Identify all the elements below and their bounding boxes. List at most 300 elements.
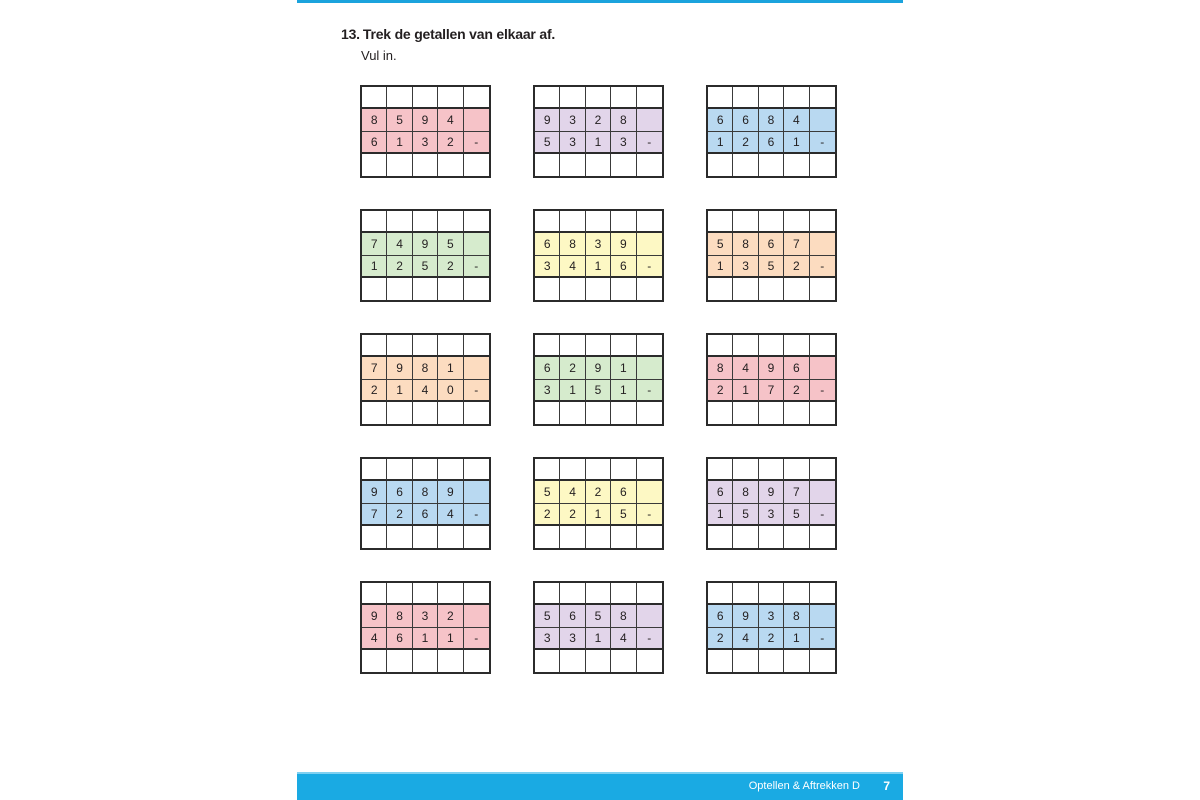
minuend-digit: 9 xyxy=(362,605,387,627)
minuend-digit: 9 xyxy=(362,481,387,503)
carry-cell[interactable] xyxy=(759,583,784,605)
answer-cell[interactable] xyxy=(560,278,585,300)
minuend-digit: 2 xyxy=(438,605,463,627)
minuend-digit: 9 xyxy=(413,109,438,131)
empty-cell xyxy=(810,605,835,627)
subtrahend-digit: 3 xyxy=(413,132,438,154)
carry-cell[interactable] xyxy=(413,87,438,109)
carry-cell[interactable] xyxy=(413,335,438,357)
carry-cell[interactable] xyxy=(784,211,809,233)
answer-cell[interactable] xyxy=(611,402,636,424)
carry-cell[interactable] xyxy=(560,211,585,233)
subtraction-grid xyxy=(706,333,837,426)
carry-cell[interactable] xyxy=(784,87,809,109)
carry-cell[interactable] xyxy=(464,583,489,605)
empty-cell xyxy=(464,357,489,379)
carry-cell[interactable] xyxy=(637,335,662,357)
subtrahend-digit: 2 xyxy=(438,256,463,278)
answer-cell[interactable] xyxy=(438,154,463,176)
answer-cell[interactable] xyxy=(708,154,733,176)
minuend-digit: 9 xyxy=(733,605,758,627)
carry-cell[interactable] xyxy=(413,211,438,233)
answer-cell[interactable] xyxy=(560,154,585,176)
minuend-digit: 6 xyxy=(708,605,733,627)
carry-cell[interactable] xyxy=(733,459,758,481)
answer-cell[interactable] xyxy=(733,154,758,176)
carry-cell[interactable] xyxy=(637,583,662,605)
carry-cell[interactable] xyxy=(637,459,662,481)
answer-cell[interactable] xyxy=(387,278,412,300)
subtrahend-digit: 2 xyxy=(784,256,809,278)
carry-cell[interactable] xyxy=(784,583,809,605)
answer-cell[interactable] xyxy=(560,402,585,424)
answer-cell[interactable] xyxy=(362,154,387,176)
minuend-digit: 2 xyxy=(586,109,611,131)
answer-cell[interactable] xyxy=(464,402,489,424)
answer-cell[interactable] xyxy=(810,278,835,300)
carry-cell[interactable] xyxy=(438,335,463,357)
minuend-digit: 7 xyxy=(362,357,387,379)
empty-cell xyxy=(637,233,662,255)
subtrahend-digit: 6 xyxy=(362,132,387,154)
carry-cell[interactable] xyxy=(387,459,412,481)
subtrahend-digit: 3 xyxy=(759,504,784,526)
subtraction-grid xyxy=(533,209,664,302)
minuend-digit: 8 xyxy=(560,233,585,255)
subtrahend-digit: 2 xyxy=(560,504,585,526)
subtrahend-digit: 2 xyxy=(708,628,733,650)
subtrahend-digit: 5 xyxy=(733,504,758,526)
minus-sign: - xyxy=(810,380,835,402)
subtrahend-digit: 4 xyxy=(611,628,636,650)
carry-cell[interactable] xyxy=(438,583,463,605)
minus-sign: - xyxy=(464,256,489,278)
subtrahend-digit: 3 xyxy=(560,132,585,154)
minus-sign: - xyxy=(464,504,489,526)
carry-cell[interactable] xyxy=(413,583,438,605)
carry-cell[interactable] xyxy=(708,87,733,109)
subtrahend-digit: 5 xyxy=(413,256,438,278)
answer-cell[interactable] xyxy=(611,154,636,176)
carry-cell[interactable] xyxy=(438,87,463,109)
subtrahend-digit: 2 xyxy=(708,380,733,402)
answer-cell[interactable] xyxy=(438,650,463,672)
minuend-digit: 4 xyxy=(560,481,585,503)
carry-cell[interactable] xyxy=(362,583,387,605)
carry-cell[interactable] xyxy=(362,211,387,233)
minuend-digit: 7 xyxy=(784,233,809,255)
answer-cell[interactable] xyxy=(464,154,489,176)
subtrahend-digit: 5 xyxy=(784,504,809,526)
carry-cell[interactable] xyxy=(637,211,662,233)
carry-cell[interactable] xyxy=(362,459,387,481)
answer-cell[interactable] xyxy=(535,526,560,548)
minuend-digit: 2 xyxy=(560,357,585,379)
minuend-digit: 6 xyxy=(759,233,784,255)
minuend-digit: 9 xyxy=(586,357,611,379)
subtrahend-digit: 3 xyxy=(535,628,560,650)
answer-cell[interactable] xyxy=(535,278,560,300)
answer-cell[interactable] xyxy=(535,402,560,424)
subtrahend-digit: 1 xyxy=(586,132,611,154)
answer-cell[interactable] xyxy=(759,154,784,176)
worksheet-page xyxy=(297,0,903,800)
answer-cell[interactable] xyxy=(637,526,662,548)
answer-cell[interactable] xyxy=(413,154,438,176)
subtraction-grid xyxy=(360,457,491,550)
empty-cell xyxy=(464,233,489,255)
carry-cell[interactable] xyxy=(784,335,809,357)
answer-cell[interactable] xyxy=(637,154,662,176)
minuend-digit: 8 xyxy=(708,357,733,379)
carry-cell[interactable] xyxy=(535,335,560,357)
subtrahend-digit: 2 xyxy=(535,504,560,526)
minuend-digit: 8 xyxy=(759,109,784,131)
answer-cell[interactable] xyxy=(413,650,438,672)
carry-cell[interactable] xyxy=(810,583,835,605)
answer-cell[interactable] xyxy=(759,402,784,424)
minuend-digit: 5 xyxy=(535,605,560,627)
subtrahend-digit: 1 xyxy=(733,380,758,402)
minuend-digit: 8 xyxy=(413,481,438,503)
answer-cell[interactable] xyxy=(438,402,463,424)
subtrahend-digit: 7 xyxy=(759,380,784,402)
minuend-digit: 8 xyxy=(413,357,438,379)
answer-cell[interactable] xyxy=(708,402,733,424)
subtrahend-digit: 2 xyxy=(759,628,784,650)
answer-cell[interactable] xyxy=(759,278,784,300)
answer-cell[interactable] xyxy=(784,154,809,176)
subtrahend-digit: 5 xyxy=(759,256,784,278)
carry-cell[interactable] xyxy=(560,87,585,109)
answer-cell[interactable] xyxy=(464,278,489,300)
answer-cell[interactable] xyxy=(586,650,611,672)
minus-sign: - xyxy=(810,628,835,650)
carry-cell[interactable] xyxy=(387,583,412,605)
answer-cell[interactable] xyxy=(810,154,835,176)
subtrahend-digit: 2 xyxy=(387,504,412,526)
minuend-digit: 3 xyxy=(560,109,585,131)
minuend-digit: 1 xyxy=(438,357,463,379)
carry-cell[interactable] xyxy=(708,583,733,605)
answer-cell[interactable] xyxy=(708,650,733,672)
minuend-digit: 2 xyxy=(586,481,611,503)
subtrahend-digit: 1 xyxy=(387,132,412,154)
carry-cell[interactable] xyxy=(586,583,611,605)
carry-cell[interactable] xyxy=(586,459,611,481)
answer-cell[interactable] xyxy=(810,650,835,672)
subtrahend-digit: 1 xyxy=(362,256,387,278)
subtrahend-digit: 3 xyxy=(560,628,585,650)
carry-cell[interactable] xyxy=(708,459,733,481)
answer-cell[interactable] xyxy=(413,402,438,424)
carry-cell[interactable] xyxy=(733,335,758,357)
answer-cell[interactable] xyxy=(464,526,489,548)
subtrahend-digit: 1 xyxy=(784,132,809,154)
answer-cell[interactable] xyxy=(708,278,733,300)
minus-sign: - xyxy=(464,132,489,154)
subtrahend-digit: 3 xyxy=(733,256,758,278)
subtrahend-digit: 1 xyxy=(784,628,809,650)
answer-cell[interactable] xyxy=(438,278,463,300)
subtrahend-digit: 5 xyxy=(586,380,611,402)
carry-cell[interactable] xyxy=(611,335,636,357)
answer-cell[interactable] xyxy=(387,154,412,176)
minuend-digit: 8 xyxy=(784,605,809,627)
subtrahend-digit: 1 xyxy=(387,380,412,402)
subtrahend-digit: 1 xyxy=(708,504,733,526)
minuend-digit: 9 xyxy=(759,357,784,379)
minuend-digit: 9 xyxy=(438,481,463,503)
minus-sign: - xyxy=(464,628,489,650)
subtrahend-digit: 6 xyxy=(387,628,412,650)
minus-sign: - xyxy=(637,380,662,402)
subtrahend-digit: 2 xyxy=(387,256,412,278)
exercise-title-text: Trek de getallen van elkaar af. xyxy=(362,26,556,42)
minuend-digit: 6 xyxy=(560,605,585,627)
subtrahend-digit: 1 xyxy=(708,132,733,154)
carry-cell[interactable] xyxy=(733,87,758,109)
minuend-digit: 9 xyxy=(759,481,784,503)
minus-sign: - xyxy=(637,504,662,526)
minus-sign: - xyxy=(637,132,662,154)
carry-cell[interactable] xyxy=(586,211,611,233)
empty-cell xyxy=(637,481,662,503)
answer-cell[interactable] xyxy=(535,650,560,672)
answer-cell[interactable] xyxy=(586,278,611,300)
empty-cell xyxy=(637,605,662,627)
minuend-digit: 6 xyxy=(535,233,560,255)
answer-cell[interactable] xyxy=(535,154,560,176)
minuend-digit: 1 xyxy=(611,357,636,379)
subtraction-grid xyxy=(533,85,664,178)
answer-cell[interactable] xyxy=(611,650,636,672)
carry-cell[interactable] xyxy=(560,335,585,357)
page-number: 7 xyxy=(883,779,890,793)
minus-sign: - xyxy=(637,256,662,278)
minuend-digit: 6 xyxy=(708,481,733,503)
subtrahend-digit: 1 xyxy=(586,504,611,526)
answer-cell[interactable] xyxy=(387,402,412,424)
subtraction-grid xyxy=(533,333,664,426)
minuend-digit: 5 xyxy=(586,605,611,627)
carry-cell[interactable] xyxy=(362,87,387,109)
minuend-digit: 4 xyxy=(387,233,412,255)
carry-cell[interactable] xyxy=(413,459,438,481)
answer-cell[interactable] xyxy=(387,526,412,548)
subtrahend-digit: 6 xyxy=(759,132,784,154)
answer-cell[interactable] xyxy=(784,650,809,672)
carry-cell[interactable] xyxy=(708,335,733,357)
answer-cell[interactable] xyxy=(362,526,387,548)
subtraction-grid xyxy=(706,457,837,550)
subtrahend-digit: 2 xyxy=(784,380,809,402)
minuend-digit: 8 xyxy=(733,481,758,503)
subtraction-grids xyxy=(297,0,903,772)
answer-cell[interactable] xyxy=(464,650,489,672)
subtrahend-digit: 3 xyxy=(535,256,560,278)
carry-cell[interactable] xyxy=(535,583,560,605)
empty-cell xyxy=(464,109,489,131)
carry-cell[interactable] xyxy=(586,87,611,109)
empty-cell xyxy=(810,481,835,503)
empty-cell xyxy=(810,233,835,255)
answer-cell[interactable] xyxy=(387,650,412,672)
answer-cell[interactable] xyxy=(560,650,585,672)
carry-cell[interactable] xyxy=(759,87,784,109)
subtrahend-digit: 7 xyxy=(362,504,387,526)
minuend-digit: 3 xyxy=(413,605,438,627)
answer-cell[interactable] xyxy=(784,526,809,548)
carry-cell[interactable] xyxy=(810,335,835,357)
answer-cell[interactable] xyxy=(733,650,758,672)
empty-cell xyxy=(464,605,489,627)
answer-cell[interactable] xyxy=(733,278,758,300)
carry-cell[interactable] xyxy=(387,211,412,233)
answer-cell[interactable] xyxy=(733,402,758,424)
subtrahend-digit: 2 xyxy=(438,132,463,154)
carry-cell[interactable] xyxy=(438,211,463,233)
minuend-digit: 3 xyxy=(586,233,611,255)
carry-cell[interactable] xyxy=(733,583,758,605)
carry-cell[interactable] xyxy=(810,459,835,481)
subtrahend-digit: 2 xyxy=(362,380,387,402)
answer-cell[interactable] xyxy=(637,402,662,424)
empty-cell xyxy=(464,481,489,503)
minuend-digit: 5 xyxy=(387,109,412,131)
minuend-digit: 8 xyxy=(611,109,636,131)
carry-cell[interactable] xyxy=(759,459,784,481)
subtrahend-digit: 4 xyxy=(733,628,758,650)
minuend-digit: 4 xyxy=(733,357,758,379)
carry-cell[interactable] xyxy=(535,87,560,109)
subtrahend-digit: 4 xyxy=(362,628,387,650)
carry-cell[interactable] xyxy=(759,335,784,357)
answer-cell[interactable] xyxy=(413,278,438,300)
minuend-digit: 8 xyxy=(387,605,412,627)
minuend-digit: 6 xyxy=(611,481,636,503)
subtrahend-digit: 3 xyxy=(611,132,636,154)
carry-cell[interactable] xyxy=(611,583,636,605)
carry-cell[interactable] xyxy=(733,211,758,233)
carry-cell[interactable] xyxy=(387,87,412,109)
answer-cell[interactable] xyxy=(438,526,463,548)
carry-cell[interactable] xyxy=(464,87,489,109)
subtrahend-digit: 6 xyxy=(413,504,438,526)
minuend-digit: 5 xyxy=(438,233,463,255)
carry-cell[interactable] xyxy=(586,335,611,357)
answer-cell[interactable] xyxy=(784,402,809,424)
carry-cell[interactable] xyxy=(560,459,585,481)
subtrahend-digit: 6 xyxy=(611,256,636,278)
carry-cell[interactable] xyxy=(464,459,489,481)
subtraction-grid xyxy=(360,333,491,426)
carry-cell[interactable] xyxy=(535,459,560,481)
subtrahend-digit: 1 xyxy=(413,628,438,650)
subtrahend-digit: 3 xyxy=(535,380,560,402)
carry-cell[interactable] xyxy=(464,335,489,357)
subtrahend-digit: 5 xyxy=(535,132,560,154)
minuend-digit: 7 xyxy=(784,481,809,503)
answer-cell[interactable] xyxy=(637,278,662,300)
subtraction-grid xyxy=(533,457,664,550)
carry-cell[interactable] xyxy=(637,87,662,109)
carry-cell[interactable] xyxy=(611,459,636,481)
answer-cell[interactable] xyxy=(560,526,585,548)
subtrahend-digit: 5 xyxy=(611,504,636,526)
carry-cell[interactable] xyxy=(611,211,636,233)
subtraction-grid xyxy=(360,85,491,178)
subtraction-grid xyxy=(706,85,837,178)
carry-cell[interactable] xyxy=(810,87,835,109)
subtrahend-digit: 4 xyxy=(560,256,585,278)
subtrahend-digit: 1 xyxy=(438,628,463,650)
subtraction-grid xyxy=(360,581,491,674)
empty-cell xyxy=(637,109,662,131)
exercise-number: 13. xyxy=(341,26,360,42)
answer-cell[interactable] xyxy=(362,402,387,424)
subtrahend-digit: 2 xyxy=(733,132,758,154)
carry-cell[interactable] xyxy=(362,335,387,357)
answer-cell[interactable] xyxy=(733,526,758,548)
carry-cell[interactable] xyxy=(759,211,784,233)
minuend-digit: 9 xyxy=(611,233,636,255)
subtrahend-digit: 1 xyxy=(586,256,611,278)
carry-cell[interactable] xyxy=(810,211,835,233)
answer-cell[interactable] xyxy=(810,402,835,424)
answer-cell[interactable] xyxy=(810,526,835,548)
carry-cell[interactable] xyxy=(784,459,809,481)
answer-cell[interactable] xyxy=(586,154,611,176)
minuend-digit: 5 xyxy=(535,481,560,503)
subtrahend-digit: 1 xyxy=(560,380,585,402)
answer-cell[interactable] xyxy=(759,650,784,672)
subtraction-grid xyxy=(706,581,837,674)
minus-sign: - xyxy=(810,132,835,154)
carry-cell[interactable] xyxy=(438,459,463,481)
subtraction-grid xyxy=(533,581,664,674)
answer-cell[interactable] xyxy=(708,526,733,548)
answer-cell[interactable] xyxy=(413,526,438,548)
answer-cell[interactable] xyxy=(362,650,387,672)
minuend-digit: 6 xyxy=(784,357,809,379)
answer-cell[interactable] xyxy=(759,526,784,548)
answer-cell[interactable] xyxy=(362,278,387,300)
carry-cell[interactable] xyxy=(464,211,489,233)
carry-cell[interactable] xyxy=(535,211,560,233)
answer-cell[interactable] xyxy=(784,278,809,300)
carry-cell[interactable] xyxy=(708,211,733,233)
minus-sign: - xyxy=(464,380,489,402)
answer-cell[interactable] xyxy=(611,526,636,548)
empty-cell xyxy=(637,357,662,379)
subtrahend-digit: 4 xyxy=(438,504,463,526)
answer-cell[interactable] xyxy=(637,650,662,672)
minuend-digit: 9 xyxy=(387,357,412,379)
minuend-digit: 9 xyxy=(413,233,438,255)
carry-cell[interactable] xyxy=(611,87,636,109)
answer-cell[interactable] xyxy=(586,526,611,548)
minuend-digit: 7 xyxy=(362,233,387,255)
answer-cell[interactable] xyxy=(611,278,636,300)
minuend-digit: 8 xyxy=(733,233,758,255)
minuend-digit: 3 xyxy=(759,605,784,627)
carry-cell[interactable] xyxy=(560,583,585,605)
minuend-digit: 6 xyxy=(387,481,412,503)
empty-cell xyxy=(810,109,835,131)
answer-cell[interactable] xyxy=(586,402,611,424)
carry-cell[interactable] xyxy=(387,335,412,357)
